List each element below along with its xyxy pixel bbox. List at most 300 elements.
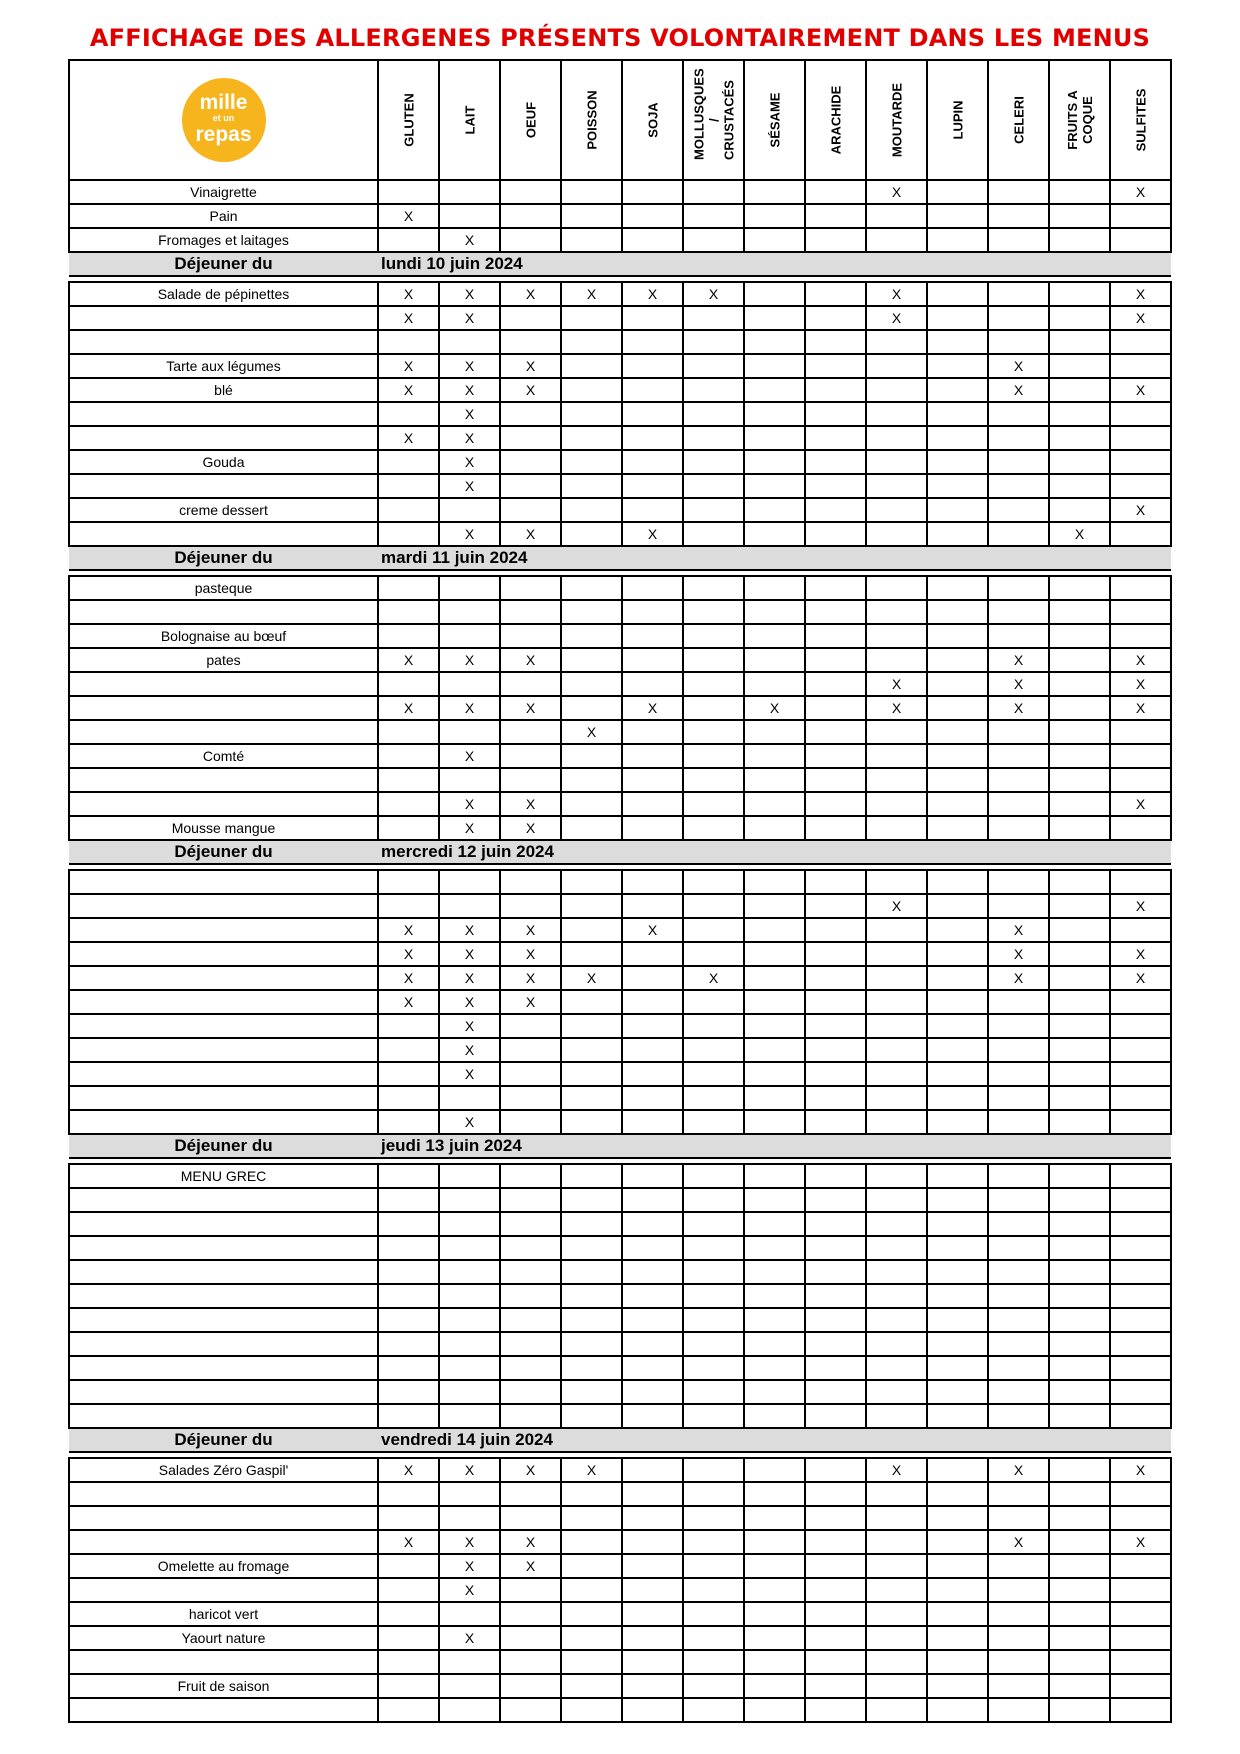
allergen-cell: [1110, 576, 1171, 600]
allergen-cell: [622, 1236, 683, 1260]
allergen-cell: [378, 1356, 439, 1380]
table-row: [69, 1164, 1171, 1188]
day-label: Déjeuner du: [69, 1428, 378, 1452]
allergen-mark: X: [1110, 648, 1171, 672]
allergen-cell: [805, 942, 866, 966]
table-row: [69, 402, 1171, 426]
dish-name: [69, 1332, 378, 1356]
allergen-cell: [1049, 1038, 1110, 1062]
day-date: vendredi 14 juin 2024: [378, 1428, 1171, 1452]
allergen-cell: [1049, 1086, 1110, 1110]
allergen-cell: [500, 1212, 561, 1236]
allergen-header: [378, 60, 439, 180]
allergen-cell: [1049, 1674, 1110, 1698]
allergen-cell: [927, 1332, 988, 1356]
allergen-cell: [500, 474, 561, 498]
allergen-cell: [988, 1308, 1049, 1332]
allergen-cell: [927, 894, 988, 918]
dish-name: [69, 402, 378, 426]
allergen-cell: [622, 1164, 683, 1188]
allergen-cell: [805, 1260, 866, 1284]
allergen-cell: [500, 1164, 561, 1188]
allergen-cell: [683, 306, 744, 330]
allergen-mark: X: [988, 354, 1049, 378]
allergen-cell: [805, 624, 866, 648]
allergen-cell: [439, 1506, 500, 1530]
allergen-mark: X: [500, 282, 561, 306]
allergen-mark: X: [988, 1458, 1049, 1482]
allergen-cell: [500, 1626, 561, 1650]
allergen-cell: [744, 1356, 805, 1380]
allergen-cell: [500, 1332, 561, 1356]
dish-name: [69, 1236, 378, 1260]
dish-name: Fruit de saison: [69, 1674, 378, 1698]
day-label: Déjeuner du: [69, 1134, 378, 1158]
allergen-cell: [988, 306, 1049, 330]
allergen-cell: [805, 1482, 866, 1506]
allergen-cell: [744, 1626, 805, 1650]
allergen-cell: [805, 1062, 866, 1086]
logo-text-line2: et un: [212, 113, 235, 123]
allergen-cell: [866, 1602, 927, 1626]
allergen-mark: X: [866, 180, 927, 204]
allergen-mark: X: [1110, 792, 1171, 816]
table-row: [69, 1650, 1171, 1674]
allergen-cell: [1110, 918, 1171, 942]
allergen-cell: [744, 624, 805, 648]
dish-name: pasteque: [69, 576, 378, 600]
allergen-cell: [683, 180, 744, 204]
allergen-cell: [439, 1650, 500, 1674]
allergen-cell: [927, 1626, 988, 1650]
dish-name: [69, 1404, 378, 1428]
table-row: [69, 330, 1171, 354]
allergen-header-label: LAIT: [462, 105, 477, 135]
allergen-header: [866, 60, 927, 180]
table-row: [69, 894, 1171, 918]
allergen-cell: [439, 1404, 500, 1428]
allergen-cell: [439, 720, 500, 744]
allergen-mark: X: [378, 306, 439, 330]
allergen-cell: [744, 1284, 805, 1308]
allergen-cell: [866, 966, 927, 990]
allergen-cell: [1110, 1602, 1171, 1626]
allergen-cell: [683, 744, 744, 768]
allergen-cell: [683, 672, 744, 696]
allergen-mark: X: [1110, 894, 1171, 918]
allergen-cell: [988, 1554, 1049, 1578]
allergen-cell: [1110, 1356, 1171, 1380]
allergen-cell: [622, 1554, 683, 1578]
allergen-cell: [561, 1482, 622, 1506]
allergen-cell: [744, 1038, 805, 1062]
allergen-cell: [866, 1308, 927, 1332]
allergen-mark: X: [378, 354, 439, 378]
allergen-cell: [805, 522, 866, 546]
allergen-cell: [866, 744, 927, 768]
allergen-cell: [805, 1404, 866, 1428]
allergen-cell: [927, 1506, 988, 1530]
allergen-mark: X: [622, 522, 683, 546]
allergen-cell: [1049, 204, 1110, 228]
allergen-mark: X: [378, 1458, 439, 1482]
allergen-header: [683, 60, 744, 180]
allergen-cell: [1049, 1404, 1110, 1428]
allergen-cell: [500, 1110, 561, 1134]
allergen-cell: [866, 1062, 927, 1086]
allergen-cell: [683, 894, 744, 918]
dish-name: [69, 1650, 378, 1674]
allergen-cell: [439, 1284, 500, 1308]
allergen-cell: [805, 1332, 866, 1356]
allergen-cell: [866, 720, 927, 744]
allergen-cell: [1110, 744, 1171, 768]
allergen-cell: [1049, 1284, 1110, 1308]
allergen-cell: [1049, 1626, 1110, 1650]
allergen-cell: [1049, 426, 1110, 450]
allergen-cell: [866, 990, 927, 1014]
table-row: [69, 1380, 1171, 1404]
allergen-cell: [622, 498, 683, 522]
allergen-cell: [683, 600, 744, 624]
allergen-cell: [1110, 1404, 1171, 1428]
allergen-mark: X: [988, 648, 1049, 672]
allergen-cell: [561, 1236, 622, 1260]
allergen-mark: X: [1110, 696, 1171, 720]
allergen-mark: X: [1110, 180, 1171, 204]
allergen-cell: [866, 792, 927, 816]
allergen-cell: [744, 1506, 805, 1530]
allergen-cell: [683, 942, 744, 966]
allergen-cell: [1110, 1698, 1171, 1722]
allergen-cell: [561, 744, 622, 768]
table-row: [69, 672, 1171, 696]
allergen-cell: [927, 1404, 988, 1428]
allergen-cell: [622, 1698, 683, 1722]
table-row: [69, 918, 1171, 942]
allergen-cell: [378, 1404, 439, 1428]
allergen-mark: X: [988, 942, 1049, 966]
allergen-cell: [1049, 1698, 1110, 1722]
allergen-cell: [744, 648, 805, 672]
dish-name: [69, 1212, 378, 1236]
allergen-cell: [988, 1482, 1049, 1506]
dish-name: haricot vert: [69, 1602, 378, 1626]
allergen-cell: [561, 228, 622, 252]
allergen-cell: [683, 1554, 744, 1578]
table-row: [69, 1332, 1171, 1356]
allergen-cell: [988, 1236, 1049, 1260]
allergen-cell: [622, 792, 683, 816]
allergen-cell: [805, 378, 866, 402]
table-row: [69, 1530, 1171, 1554]
allergen-cell: [439, 1164, 500, 1188]
dish-name: [69, 1530, 378, 1554]
dish-name: [69, 696, 378, 720]
dish-name: pates: [69, 648, 378, 672]
allergen-cell: [500, 744, 561, 768]
allergen-cell: [622, 1356, 683, 1380]
allergen-cell: [1049, 402, 1110, 426]
table-row: [69, 990, 1171, 1014]
allergen-cell: [683, 1650, 744, 1674]
allergen-cell: [683, 792, 744, 816]
allergen-cell: [500, 1674, 561, 1698]
table-row: [69, 1698, 1171, 1722]
allergen-cell: [866, 918, 927, 942]
allergen-mark: X: [561, 720, 622, 744]
table-row: [69, 1014, 1171, 1038]
allergen-cell: [1049, 1650, 1110, 1674]
allergen-cell: [622, 1188, 683, 1212]
allergen-header: [805, 60, 866, 180]
allergen-cell: [561, 522, 622, 546]
table-row: [69, 378, 1171, 402]
allergen-cell: [927, 402, 988, 426]
logo-text-line1: mille: [199, 91, 248, 114]
allergen-cell: [744, 1380, 805, 1404]
allergen-cell: [561, 1284, 622, 1308]
allergen-cell: [1049, 918, 1110, 942]
allergen-cell: [439, 1212, 500, 1236]
allergen-cell: [683, 1308, 744, 1332]
allergen-cell: [927, 942, 988, 966]
allergen-mark: X: [622, 282, 683, 306]
allergen-cell: [1110, 522, 1171, 546]
allergen-cell: [1110, 1674, 1171, 1698]
allergen-cell: [744, 942, 805, 966]
allergen-cell: [439, 576, 500, 600]
allergen-mark: X: [561, 282, 622, 306]
allergen-cell: [378, 1554, 439, 1578]
allergen-cell: [1110, 474, 1171, 498]
table-row: [69, 1626, 1171, 1650]
allergen-cell: [378, 1626, 439, 1650]
allergen-cell: [622, 1626, 683, 1650]
allergen-cell: [561, 1650, 622, 1674]
allergen-header-label: SOJA: [645, 102, 660, 138]
allergen-cell: [1049, 966, 1110, 990]
allergen-cell: [378, 1308, 439, 1332]
day-date: mercredi 12 juin 2024: [378, 840, 1171, 864]
allergen-cell: [988, 816, 1049, 840]
allergen-cell: [866, 1482, 927, 1506]
allergen-cell: [500, 1698, 561, 1722]
allergen-cell: [622, 768, 683, 792]
allergen-cell: [866, 426, 927, 450]
allergen-header: [500, 60, 561, 180]
dish-name: [69, 894, 378, 918]
allergen-cell: [622, 942, 683, 966]
allergen-cell: [1049, 1482, 1110, 1506]
allergen-mark: X: [988, 966, 1049, 990]
allergen-cell: [744, 282, 805, 306]
allergen-cell: [744, 1110, 805, 1134]
allergen-cell: [988, 1212, 1049, 1236]
allergen-cell: [988, 576, 1049, 600]
allergen-cell: [500, 576, 561, 600]
allergen-cell: [622, 1674, 683, 1698]
allergen-mark: X: [439, 354, 500, 378]
allergen-cell: [561, 330, 622, 354]
allergen-cell: [561, 1674, 622, 1698]
allergen-cell: [378, 1260, 439, 1284]
allergen-cell: [927, 792, 988, 816]
allergen-mark: X: [439, 1110, 500, 1134]
allergen-mark: X: [500, 918, 561, 942]
allergen-mark: X: [1110, 966, 1171, 990]
allergen-cell: [622, 180, 683, 204]
allergen-cell: [1049, 1356, 1110, 1380]
allergen-cell: [1110, 1380, 1171, 1404]
allergen-cell: [1110, 1188, 1171, 1212]
allergen-cell: [683, 816, 744, 840]
allergen-cell: [744, 474, 805, 498]
allergen-cell: [500, 1602, 561, 1626]
allergen-cell: [622, 870, 683, 894]
allergen-cell: [1049, 1380, 1110, 1404]
allergen-mark: X: [439, 816, 500, 840]
allergen-mark: X: [500, 942, 561, 966]
allergen-cell: [805, 1506, 866, 1530]
allergen-cell: [866, 1038, 927, 1062]
table-row: [69, 648, 1171, 672]
allergen-cell: [988, 1404, 1049, 1428]
allergen-cell: [622, 966, 683, 990]
allergen-cell: [622, 672, 683, 696]
day-label: Déjeuner du: [69, 840, 378, 864]
allergen-cell: [805, 768, 866, 792]
allergen-cell: [622, 426, 683, 450]
allergen-cell: [805, 990, 866, 1014]
allergen-cell: [378, 672, 439, 696]
allergen-cell: [561, 942, 622, 966]
table-row: [69, 870, 1171, 894]
allergen-cell: [805, 402, 866, 426]
allergen-cell: [744, 180, 805, 204]
allergen-cell: [988, 720, 1049, 744]
mille-et-un-repas-logo: [182, 78, 266, 162]
allergen-cell: [1110, 1332, 1171, 1356]
allergen-cell: [1110, 1554, 1171, 1578]
allergen-cell: [744, 744, 805, 768]
allergen-cell: [1049, 1164, 1110, 1188]
allergen-mark: X: [866, 1458, 927, 1482]
allergen-cell: [500, 1038, 561, 1062]
allergen-cell: [927, 1260, 988, 1284]
allergen-mark: X: [1110, 282, 1171, 306]
allergen-cell: [683, 1482, 744, 1506]
allergen-cell: [561, 624, 622, 648]
allergen-mark: X: [500, 1530, 561, 1554]
allergen-mark: X: [378, 696, 439, 720]
day-header-row: [69, 1134, 1171, 1158]
allergen-cell: [1110, 624, 1171, 648]
table-row: [69, 522, 1171, 546]
allergen-cell: [744, 1674, 805, 1698]
allergen-mark: X: [378, 648, 439, 672]
allergen-cell: [988, 792, 1049, 816]
allergen-cell: [500, 1014, 561, 1038]
allergen-cell: [1110, 228, 1171, 252]
allergen-cell: [866, 474, 927, 498]
allergen-cell: [622, 1260, 683, 1284]
allergen-cell: [378, 402, 439, 426]
table-row: [69, 1674, 1171, 1698]
allergen-cell: [683, 1014, 744, 1038]
allergen-cell: [500, 1308, 561, 1332]
allergen-cell: [1110, 600, 1171, 624]
table-row: [69, 792, 1171, 816]
allergen-cell: [1049, 1188, 1110, 1212]
allergen-cell: [378, 1674, 439, 1698]
allergen-cell: [866, 600, 927, 624]
allergen-mark: X: [500, 522, 561, 546]
allergen-cell: [1110, 768, 1171, 792]
allergen-cell: [500, 330, 561, 354]
allergen-cell: [622, 816, 683, 840]
allergen-cell: [927, 600, 988, 624]
allergen-cell: [1049, 744, 1110, 768]
allergen-cell: [1049, 648, 1110, 672]
allergen-cell: [805, 1578, 866, 1602]
allergen-header-label: POISSON: [584, 90, 599, 150]
allergen-cell: [805, 1458, 866, 1482]
allergen-cell: [683, 1062, 744, 1086]
allergen-cell: [744, 1308, 805, 1332]
allergen-cell: [561, 1062, 622, 1086]
allergen-header-label: SÉSAME: [767, 92, 782, 148]
allergen-cell: [1110, 1308, 1171, 1332]
allergen-cell: [1110, 354, 1171, 378]
allergen-cell: [1110, 1260, 1171, 1284]
allergen-mark: X: [439, 966, 500, 990]
allergen-cell: [622, 330, 683, 354]
allergen-cell: [988, 204, 1049, 228]
allergen-cell: [744, 1530, 805, 1554]
allergen-cell: [500, 870, 561, 894]
allergen-cell: [744, 522, 805, 546]
allergen-mark: X: [439, 792, 500, 816]
allergen-cell: [500, 1086, 561, 1110]
allergen-cell: [378, 1110, 439, 1134]
allergen-mark: X: [500, 696, 561, 720]
allergen-cell: [561, 1260, 622, 1284]
allergen-mark: X: [1110, 672, 1171, 696]
allergen-cell: [927, 306, 988, 330]
allergen-cell: [744, 720, 805, 744]
allergen-cell: [988, 330, 1049, 354]
dish-name: [69, 1038, 378, 1062]
allergen-mark: X: [439, 1014, 500, 1038]
allergen-cell: [561, 306, 622, 330]
table-row: [69, 1284, 1171, 1308]
dish-name: [69, 942, 378, 966]
allergen-cell: [683, 870, 744, 894]
allergen-cell: [988, 180, 1049, 204]
allergen-cell: [1110, 720, 1171, 744]
allergen-cell: [927, 1014, 988, 1038]
allergen-cell: [866, 1626, 927, 1650]
allergen-cell: [683, 1284, 744, 1308]
allergen-cell: [683, 228, 744, 252]
dish-name: Salades Zéro Gaspil': [69, 1458, 378, 1482]
allergen-cell: [988, 1260, 1049, 1284]
table-row: [69, 450, 1171, 474]
allergen-cell: [1049, 792, 1110, 816]
allergen-cell: [988, 402, 1049, 426]
allergen-header-label: MOLLUSQUES / CRUSTACÉS: [691, 68, 736, 160]
